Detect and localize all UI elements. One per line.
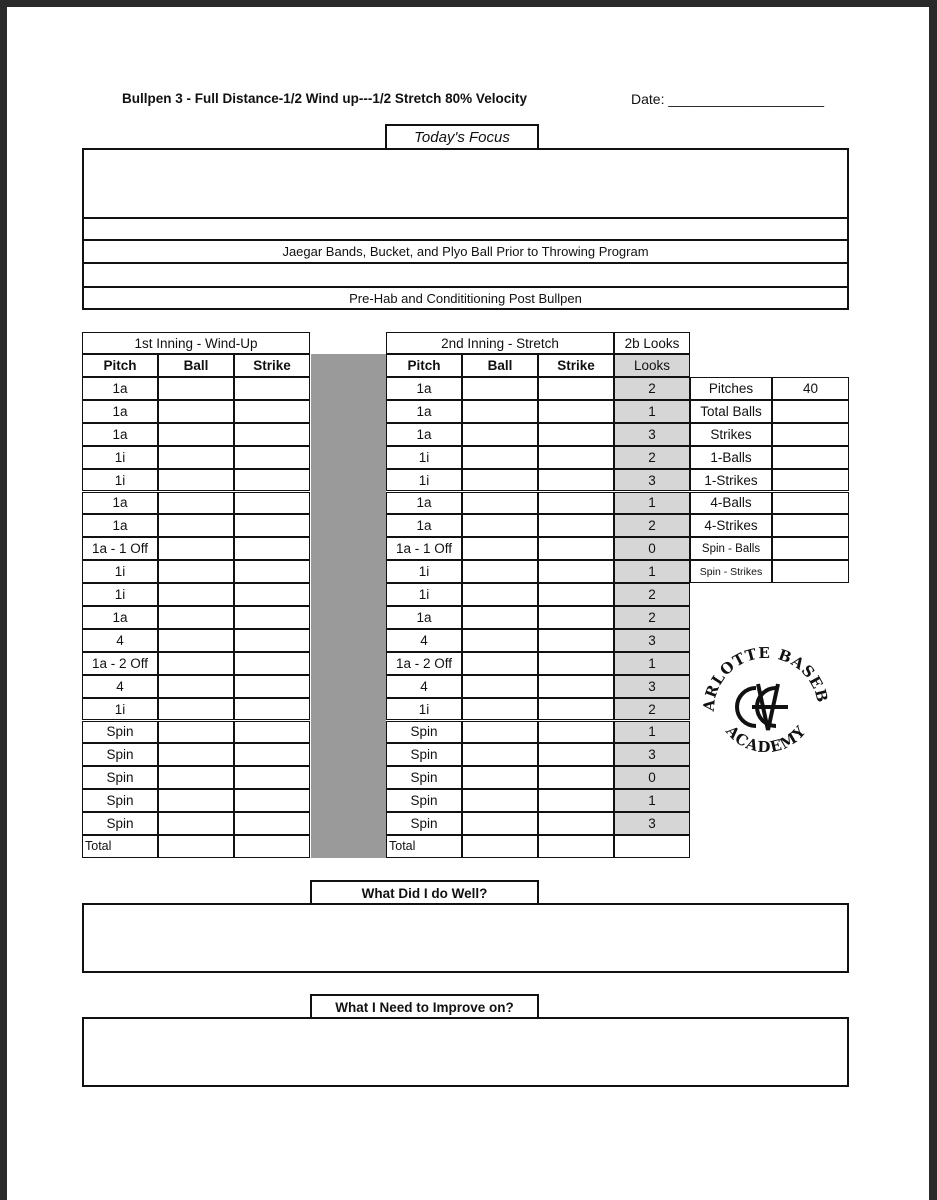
inning2-pitch-cell: Spin	[386, 721, 462, 744]
summary-value[interactable]: 40	[772, 377, 849, 400]
well-notes-box[interactable]	[82, 903, 849, 973]
inning1-strike-cell[interactable]	[234, 377, 310, 400]
inning1-strike-cell[interactable]	[234, 469, 310, 492]
looks-cell: 3	[614, 812, 690, 835]
summary-label: Pitches	[690, 377, 772, 400]
inning2-total-strike[interactable]	[538, 835, 614, 858]
looks-cell: 2	[614, 606, 690, 629]
inning1-strike-cell[interactable]	[234, 492, 310, 515]
summary-label: Total Balls	[690, 400, 772, 423]
looks-cell: 3	[614, 675, 690, 698]
inning2-pitch-cell: 1a	[386, 514, 462, 537]
inning1-ball-cell[interactable]	[158, 789, 234, 812]
inning1-strike-cell[interactable]	[234, 400, 310, 423]
inning1-pitch-cell: 1a - 2 Off	[82, 652, 158, 675]
inning1-pitch-cell: 1i	[82, 583, 158, 606]
inning2-strike-cell[interactable]	[538, 652, 614, 675]
looks-cell: 0	[614, 766, 690, 789]
looks-total[interactable]	[614, 835, 690, 858]
inning2-pitch-cell: Spin	[386, 789, 462, 812]
inning2-ball-cell[interactable]	[462, 789, 538, 812]
inning1-header: Ball	[158, 354, 234, 377]
inning-separator	[311, 354, 386, 858]
inning2-ball-cell[interactable]	[462, 583, 538, 606]
inning1-ball-cell[interactable]	[158, 514, 234, 537]
inning2-pitch-cell: 1i	[386, 560, 462, 583]
inning2-header: Pitch	[386, 354, 462, 377]
summary-value[interactable]	[772, 492, 849, 515]
inning2-pitch-cell: 1i	[386, 583, 462, 606]
inning1-strike-cell[interactable]	[234, 514, 310, 537]
inning1-strike-cell[interactable]	[234, 652, 310, 675]
inning1-strike-cell[interactable]	[234, 789, 310, 812]
inning1-ball-cell[interactable]	[158, 400, 234, 423]
inning2-ball-cell[interactable]	[462, 492, 538, 515]
inning2-ball-cell[interactable]	[462, 400, 538, 423]
looks-title: 2b Looks	[614, 332, 690, 354]
looks-cell: 1	[614, 652, 690, 675]
inning2-ball-cell[interactable]	[462, 721, 538, 744]
inning2-pitch-cell: 4	[386, 629, 462, 652]
inning1-pitch-cell: 4	[82, 675, 158, 698]
logo-top-text: ARLOTTE BASEB	[699, 643, 832, 712]
looks-cell: 1	[614, 400, 690, 423]
looks-cell: 2	[614, 377, 690, 400]
summary-label: 1-Strikes	[690, 469, 772, 492]
todays-focus-label: Today's Focus	[385, 124, 539, 148]
summary-label: Spin - Strikes	[690, 560, 772, 583]
inning1-ball-cell[interactable]	[158, 583, 234, 606]
looks-cell: 2	[614, 514, 690, 537]
looks-cell: 3	[614, 423, 690, 446]
inning1-total-ball[interactable]	[158, 835, 234, 858]
summary-label: Strikes	[690, 423, 772, 446]
inning2-pitch-cell: 1i	[386, 446, 462, 469]
inning2-ball-cell[interactable]	[462, 537, 538, 560]
inning1-ball-cell[interactable]	[158, 721, 234, 744]
inning1-ball-cell[interactable]	[158, 675, 234, 698]
inning1-strike-cell[interactable]	[234, 698, 310, 721]
inning1-strike-cell[interactable]	[234, 629, 310, 652]
inning2-pitch-cell: 1a	[386, 400, 462, 423]
inning2-strike-cell[interactable]	[538, 400, 614, 423]
pre-throwing-instructions: Jaegar Bands, Bucket, and Plyo Ball Prior to Throwing Program	[82, 239, 849, 264]
inning1-pitch-cell: Spin	[82, 721, 158, 744]
todays-focus-box[interactable]	[82, 148, 849, 219]
inning1-pitch-cell: 4	[82, 629, 158, 652]
inning1-ball-cell[interactable]	[158, 537, 234, 560]
inning1-pitch-cell: 1a	[82, 400, 158, 423]
inning2-strike-cell[interactable]	[538, 675, 614, 698]
inning1-strike-cell[interactable]	[234, 423, 310, 446]
inning2-strike-cell[interactable]	[538, 423, 614, 446]
summary-value[interactable]	[772, 560, 849, 583]
inning1-strike-cell[interactable]	[234, 721, 310, 744]
inning1-ball-cell[interactable]	[158, 446, 234, 469]
inning1-strike-cell[interactable]	[234, 675, 310, 698]
inning1-strike-cell[interactable]	[234, 743, 310, 766]
inning2-strike-cell[interactable]	[538, 446, 614, 469]
inning2-ball-cell[interactable]	[462, 377, 538, 400]
inning1-pitch-cell: Spin	[82, 766, 158, 789]
inning1-strike-cell[interactable]	[234, 583, 310, 606]
looks-cell: 1	[614, 789, 690, 812]
summary-label: 4-Strikes	[690, 514, 772, 537]
looks-cell: 1	[614, 560, 690, 583]
inning2-ball-cell[interactable]	[462, 698, 538, 721]
inning1-ball-cell[interactable]	[158, 652, 234, 675]
looks-cell: 0	[614, 537, 690, 560]
inning1-total-label: Total	[82, 835, 158, 858]
inning2-ball-cell[interactable]	[462, 606, 538, 629]
summary-value[interactable]	[772, 400, 849, 423]
summary-label: Spin - Balls	[690, 537, 772, 560]
inning2-ball-cell[interactable]	[462, 743, 538, 766]
summary-value[interactable]	[772, 446, 849, 469]
inning1-ball-cell[interactable]	[158, 560, 234, 583]
inning1-pitch-cell: 1a	[82, 423, 158, 446]
summary-value[interactable]	[772, 537, 849, 560]
inning2-pitch-cell: Spin	[386, 766, 462, 789]
inning2-pitch-cell: Spin	[386, 812, 462, 835]
inning1-strike-cell[interactable]	[234, 537, 310, 560]
inning1-ball-cell[interactable]	[158, 766, 234, 789]
inning2-strike-cell[interactable]	[538, 629, 614, 652]
looks-cell: 3	[614, 743, 690, 766]
inning1-total-strike[interactable]	[234, 835, 310, 858]
inning2-pitch-cell: 1a - 2 Off	[386, 652, 462, 675]
inning2-strike-cell[interactable]	[538, 721, 614, 744]
looks-cell: 3	[614, 469, 690, 492]
inning2-ball-cell[interactable]	[462, 629, 538, 652]
well-label: What Did I do Well?	[310, 880, 539, 904]
inning1-pitch-cell: Spin	[82, 812, 158, 835]
inning2-pitch-cell: 1a	[386, 423, 462, 446]
inning2-strike-cell[interactable]	[538, 789, 614, 812]
inning1-ball-cell[interactable]	[158, 629, 234, 652]
inning1-ball-cell[interactable]	[158, 606, 234, 629]
logo-monogram-icon	[737, 684, 788, 730]
inning1-strike-cell[interactable]	[234, 812, 310, 835]
page-title: Bullpen 3 - Full Distance-1/2 Wind up---1/2 Stretch 80% Velocity	[122, 91, 527, 106]
inning1-header: Strike	[234, 354, 310, 377]
date-field[interactable]: Date: ____________________	[631, 91, 825, 107]
improve-notes-box[interactable]	[82, 1017, 849, 1087]
looks-cell: 1	[614, 492, 690, 515]
inning2-pitch-cell: 1a	[386, 377, 462, 400]
inning1-pitch-cell: 1i	[82, 469, 158, 492]
inning1-ball-cell[interactable]	[158, 698, 234, 721]
looks-header: Looks	[614, 354, 690, 377]
inning2-header: Strike	[538, 354, 614, 377]
inning2-strike-cell[interactable]	[538, 606, 614, 629]
inning1-pitch-cell: 1a	[82, 377, 158, 400]
inning2-strike-cell[interactable]	[538, 766, 614, 789]
inning2-pitch-cell: 1a	[386, 492, 462, 515]
inning2-pitch-cell: 1a	[386, 606, 462, 629]
inning1-pitch-cell: 1i	[82, 446, 158, 469]
summary-value[interactable]	[772, 469, 849, 492]
inning2-strike-cell[interactable]	[538, 812, 614, 835]
inning1-pitch-cell: 1a	[82, 514, 158, 537]
inning1-ball-cell[interactable]	[158, 492, 234, 515]
inning2-pitch-cell: 4	[386, 675, 462, 698]
looks-cell: 1	[614, 721, 690, 744]
inning2-strike-cell[interactable]	[538, 743, 614, 766]
logo-bottom-text: ACADEMY	[722, 721, 810, 757]
inning2-ball-cell[interactable]	[462, 514, 538, 537]
inning2-ball-cell[interactable]	[462, 423, 538, 446]
inning1-pitch-cell: Spin	[82, 743, 158, 766]
looks-cell: 3	[614, 629, 690, 652]
inning2-ball-cell[interactable]	[462, 766, 538, 789]
inning1-strike-cell[interactable]	[234, 766, 310, 789]
inning2-title: 2nd Inning - Stretch	[386, 332, 614, 354]
inning2-ball-cell[interactable]	[462, 469, 538, 492]
inning1-pitch-cell: 1i	[82, 698, 158, 721]
inning2-pitch-cell: 1a - 1 Off	[386, 537, 462, 560]
post-bullpen-instructions: Pre-Hab and Condititioning Post Bullpen	[82, 286, 849, 310]
inning1-ball-cell[interactable]	[158, 469, 234, 492]
spacer-line	[82, 219, 849, 239]
inning2-strike-cell[interactable]	[538, 560, 614, 583]
inning2-strike-cell[interactable]	[538, 583, 614, 606]
looks-cell: 2	[614, 446, 690, 469]
inning1-pitch-cell: 1a	[82, 606, 158, 629]
inning1-strike-cell[interactable]	[234, 560, 310, 583]
inning2-header: Ball	[462, 354, 538, 377]
summary-label: 1-Balls	[690, 446, 772, 469]
improve-label: What I Need to Improve on?	[310, 994, 539, 1018]
inning1-title: 1st Inning - Wind-Up	[82, 332, 310, 354]
inning2-total-ball[interactable]	[462, 835, 538, 858]
inning2-total-label: Total	[386, 835, 462, 858]
inning2-ball-cell[interactable]	[462, 652, 538, 675]
inning1-pitch-cell: Spin	[82, 789, 158, 812]
inning1-header: Pitch	[82, 354, 158, 377]
inning1-pitch-cell: 1a - 1 Off	[82, 537, 158, 560]
inning2-pitch-cell: Spin	[386, 743, 462, 766]
inning1-ball-cell[interactable]	[158, 743, 234, 766]
inning2-pitch-cell: 1i	[386, 698, 462, 721]
inning2-strike-cell[interactable]	[538, 377, 614, 400]
inning2-strike-cell[interactable]	[538, 537, 614, 560]
inning2-pitch-cell: 1i	[386, 469, 462, 492]
spacer-line	[82, 264, 849, 286]
inning2-strike-cell[interactable]	[538, 469, 614, 492]
inning1-ball-cell[interactable]	[158, 423, 234, 446]
inning2-strike-cell[interactable]	[538, 492, 614, 515]
inning2-strike-cell[interactable]	[538, 514, 614, 537]
inning1-ball-cell[interactable]	[158, 377, 234, 400]
academy-logo	[696, 640, 836, 775]
inning2-ball-cell[interactable]	[462, 446, 538, 469]
inning2-ball-cell[interactable]	[462, 560, 538, 583]
looks-cell: 2	[614, 583, 690, 606]
summary-value[interactable]	[772, 423, 849, 446]
inning1-pitch-cell: 1a	[82, 492, 158, 515]
inning1-strike-cell[interactable]	[234, 446, 310, 469]
looks-cell: 2	[614, 698, 690, 721]
summary-value[interactable]	[772, 514, 849, 537]
inning2-strike-cell[interactable]	[538, 698, 614, 721]
inning2-ball-cell[interactable]	[462, 812, 538, 835]
inning1-strike-cell[interactable]	[234, 606, 310, 629]
summary-label: 4-Balls	[690, 492, 772, 515]
inning1-ball-cell[interactable]	[158, 812, 234, 835]
inning1-pitch-cell: 1i	[82, 560, 158, 583]
inning2-ball-cell[interactable]	[462, 675, 538, 698]
